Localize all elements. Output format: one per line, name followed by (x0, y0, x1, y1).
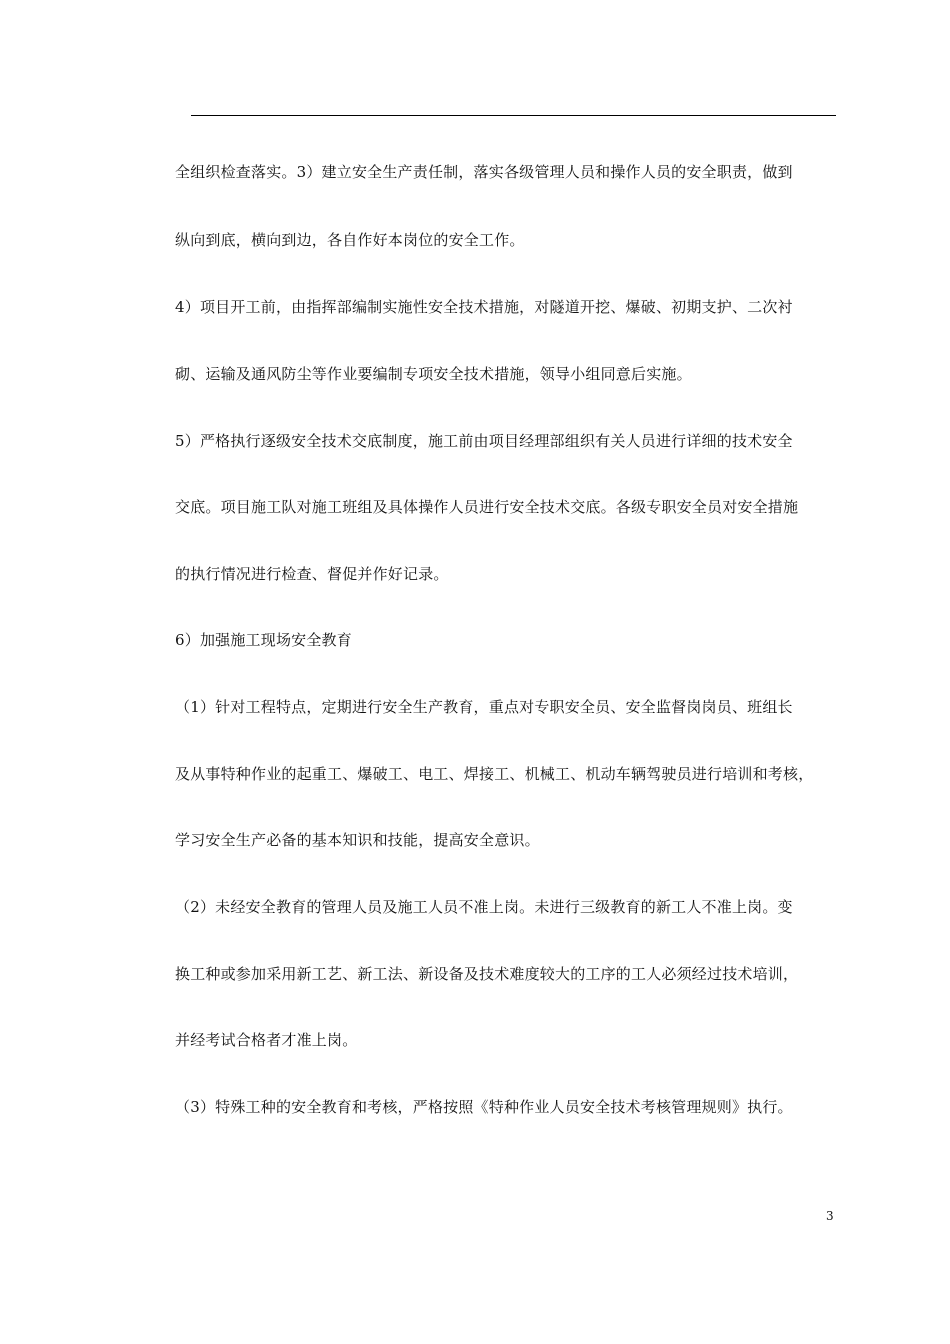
body-text-line: （1）针对工程特点，定期进行安全生产教育，重点对专职安全员、安全监督岗岗员、班组长 (175, 698, 793, 716)
body-text-line: 6）加强施工现场安全教育 (175, 631, 352, 649)
body-text-line: 纵向到底，横向到边，各自作好本岗位的安全工作。 (175, 231, 525, 249)
body-text-line: （2）未经安全教育的管理人员及施工人员不准上岗。未进行三级教育的新工人不准上岗。变 (175, 898, 793, 916)
body-text-line: 砌、运输及通风防尘等作业要编制专项安全技术措施，领导小组同意后实施。 (175, 365, 692, 383)
body-text-line: 全组织检查落实。3）建立安全生产责任制，落实各级管理人员和操作人员的安全职责，做到 (175, 163, 793, 181)
body-text-line: （3）特殊工种的安全教育和考核，严格按照《特种作业人员安全技术考核管理规则》执行。 (175, 1098, 793, 1116)
body-text-line: 的执行情况进行检查、督促并作好记录。 (175, 565, 449, 583)
body-text-line: 4）项目开工前，由指挥部编制实施性安全技术措施，对隧道开挖、爆破、初期支护、二次衬 (175, 298, 793, 316)
body-text-line: 学习安全生产必备的基本知识和技能，提高安全意识。 (175, 831, 540, 849)
body-text-line: 交底。项目施工队对施工班组及具体操作人员进行安全技术交底。各级专职安全员对安全措施 (175, 498, 799, 516)
header-rule (191, 115, 836, 116)
body-text-line: 换工种或参加采用新工艺、新工法、新设备及技术难度较大的工序的工人必须经过技术培训， (175, 965, 799, 983)
body-text-line: 及从事特种作业的起重工、爆破工、电工、焊接工、机械工、机动车辆驾驶员进行培训和考核， (175, 765, 814, 783)
page-number: 3 (826, 1209, 834, 1223)
body-text-line: 并经考试合格者才准上岗。 (175, 1031, 358, 1049)
body-text-line: 5）严格执行逐级安全技术交底制度，施工前由项目经理部组织有关人员进行详细的技术安全 (175, 432, 793, 450)
